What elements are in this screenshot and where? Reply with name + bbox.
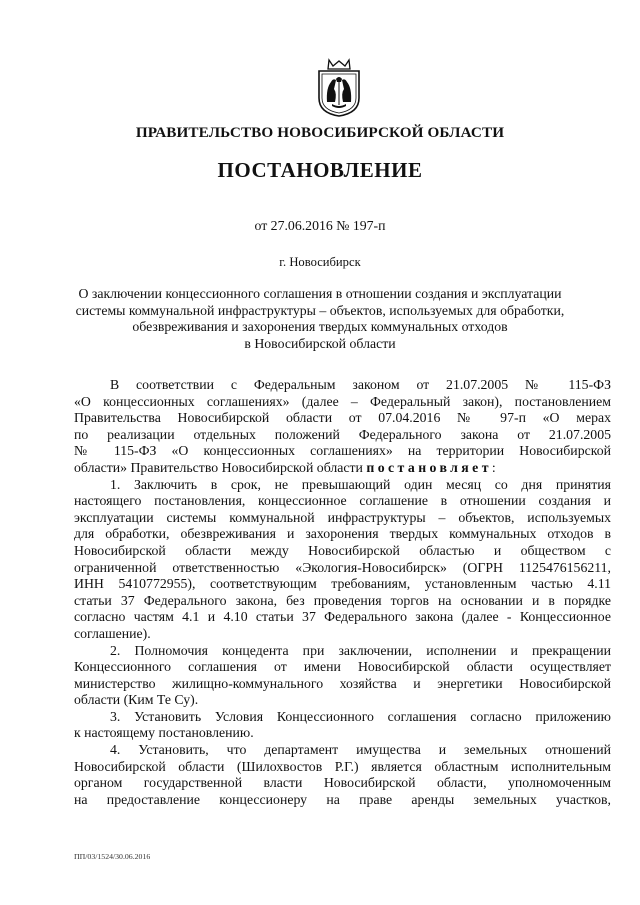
document-subject <box>74 286 566 352</box>
body-line: 2. Полномочия концедента при заключении, исполнении и прекращении <box>110 642 611 658</box>
subject-line: обезвреживания и захоронения твердых коммунальных отходов <box>132 319 508 335</box>
subject-line: О заключении концессионного соглашения в отношении создания и эксплуатации <box>78 286 562 301</box>
novosibirsk-coat-of-arms-icon <box>313 58 365 118</box>
body-line: 3. Установить Условия Концессионного соглашения согласно приложению <box>110 708 611 724</box>
body-line: № 115-ФЗ «О концессионных соглашениях» на территории Новосибирской <box>74 443 611 459</box>
body-line: согласно частям 4.1 и 4.10 статьи 37 Федерального закона (далее - Концессионное <box>74 609 611 625</box>
body-line: настоящего постановления, концессионное соглашение в отношении создания и <box>74 493 611 509</box>
body-line: В соответствии с Федеральным законом от 21.07.2005 № 115-ФЗ <box>110 377 611 392</box>
body-line: 1. Заключить в срок, не превышающий один месяц со дня принятия <box>110 476 611 492</box>
preamble-tail: области» Правительство Новосибирской области <box>74 459 367 475</box>
decree-word: постановляет <box>366 459 492 475</box>
document-type: ПОСТАНОВЛЕНИЕ <box>217 158 423 182</box>
body-line: Новосибирской области (Шилохвостов Р.Г.) является областным исполнительным <box>74 758 611 774</box>
body-line: Новосибирской области между Новосибирской областью и обществом с <box>74 542 611 558</box>
body-line: министерство жилищно-коммунального хозяйства и энергетики Новосибирской <box>74 675 611 691</box>
body-line: 4. Установить, что департамент имущества и земельных отношений <box>110 742 611 758</box>
organization-name: ПРАВИТЕЛЬСТВО НОВОСИБИРСКОЙ ОБЛАСТИ <box>135 124 505 141</box>
body-line: области (Ким Те Су). <box>74 692 199 708</box>
body-line: к настоящему постановлению. <box>74 725 254 741</box>
decree-colon: : <box>491 459 496 475</box>
body-line: соглашение). <box>74 625 151 641</box>
document-city: г. Новосибирск <box>279 255 361 269</box>
subject-line: системы коммунальной инфраструктуры – объектов, используемых для обработки, <box>75 302 565 318</box>
body-line: органом государственной власти Новосибирской области, уполномоченным <box>74 775 611 791</box>
footer-code: ПП/03/1524/30.06.2016 <box>74 852 151 861</box>
body-line: по реализации отдельных положений Федерального закона от 21.07.2005 <box>74 426 611 442</box>
body-line: эксплуатации системы коммунальной инфраструктуры – объектов, используемых <box>74 509 611 525</box>
body-line: ограниченной ответственностью «Экология-Новосибирск» (ОГРН 1125476156211, <box>74 559 611 575</box>
body-line: на предоставление концессионеру на праве аренды земельных участков, <box>74 791 611 807</box>
document-date-number: от 27.06.2016 № 197-п <box>254 218 386 233</box>
body-line: для обработки, обезвреживания и захоронения твердых коммунальных отходов в <box>74 526 611 542</box>
body-line: Правительства Новосибирской области от 07.04.2016 № 97-п «О мерах <box>74 410 611 426</box>
subject-line: в Новосибирской области <box>244 335 396 351</box>
body-line: ИНН 5410772955), соответствующим требованиям, установленным частью 4.11 <box>74 576 611 592</box>
document-body <box>74 377 611 808</box>
body-line: статьи 37 Федерального закона, без проведения торгов на основании и в порядке <box>74 592 611 608</box>
body-line: Концессионного соглашения от имени Новосибирской области осуществляет <box>74 659 611 675</box>
body-line: «О концессионных соглашениях» (далее – Федеральный закон), постановлением <box>74 393 611 409</box>
body-line-decree <box>74 460 611 477</box>
